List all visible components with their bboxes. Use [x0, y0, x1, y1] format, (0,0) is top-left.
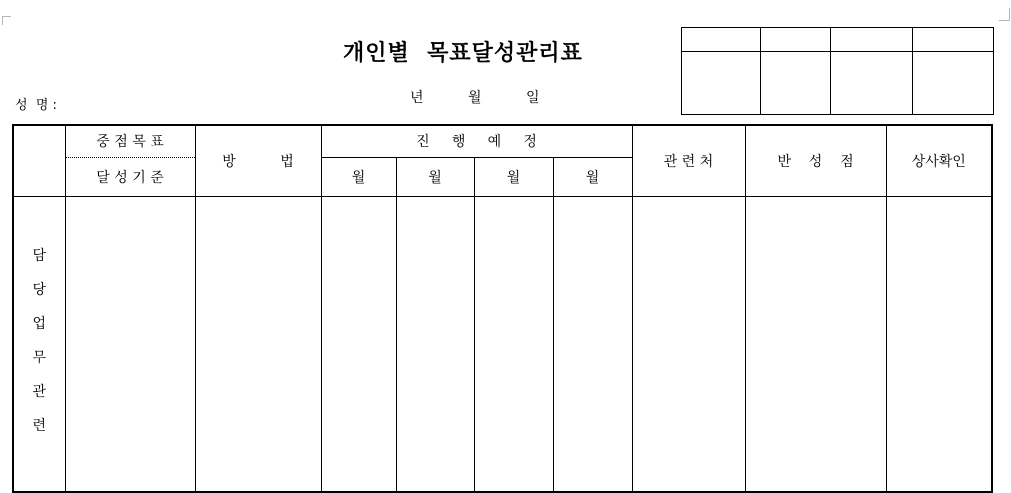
document-title: 개인별 목표달성관리표	[343, 40, 583, 66]
approval-sign-cell[interactable]	[831, 52, 913, 115]
page-corner-mark	[2, 16, 11, 25]
page-corner-mark	[999, 8, 1010, 21]
side-label-char: 업	[32, 315, 47, 332]
approval-box	[681, 27, 994, 115]
schedule-header: 진 행 예 정	[321, 125, 632, 157]
approval-header-cell[interactable]	[682, 28, 761, 52]
approval-sign-cell[interactable]	[761, 52, 831, 115]
month-entry-cell[interactable]	[474, 196, 553, 492]
goal-management-table	[12, 124, 993, 493]
reflection-entry-cell[interactable]	[745, 196, 886, 492]
month-header: 월	[553, 157, 632, 196]
approval-header-cell[interactable]	[913, 28, 994, 52]
goal-header: 중 점 목 표	[65, 125, 195, 157]
approval-sign-cell[interactable]	[682, 52, 761, 115]
side-label-char: 련	[32, 417, 47, 434]
criteria-header: 달 성 기 준	[65, 157, 195, 196]
approval-header-cell[interactable]	[831, 28, 913, 52]
name-label: 성 명 :	[15, 98, 57, 113]
approval-sign-cell[interactable]	[913, 52, 994, 115]
month-header: 월	[321, 157, 396, 196]
side-label-char: 당	[32, 281, 47, 298]
month-header: 월	[396, 157, 474, 196]
approval-header-cell[interactable]	[761, 28, 831, 52]
side-label	[14, 229, 65, 459]
supervisor-entry-cell[interactable]	[886, 196, 992, 492]
month-entry-cell[interactable]	[553, 196, 632, 492]
corner-header-cell	[13, 125, 65, 196]
side-label-char: 무	[32, 349, 47, 366]
goal-entry-cell[interactable]	[65, 196, 195, 492]
method-entry-cell[interactable]	[195, 196, 321, 492]
side-label-char: 관	[32, 383, 47, 400]
month-entry-cell[interactable]	[396, 196, 474, 492]
month-entry-cell[interactable]	[321, 196, 396, 492]
supervisor-header: 상사확인	[886, 125, 992, 196]
side-label-cell	[13, 196, 65, 492]
method-header: 방 법	[195, 125, 321, 196]
side-label-char: 담	[32, 247, 47, 264]
related-header: 관 련 처	[632, 125, 745, 196]
related-entry-cell[interactable]	[632, 196, 745, 492]
reflection-header: 반 성 점	[745, 125, 886, 196]
month-header: 월	[474, 157, 553, 196]
date-line: 년 월 일	[410, 90, 540, 106]
